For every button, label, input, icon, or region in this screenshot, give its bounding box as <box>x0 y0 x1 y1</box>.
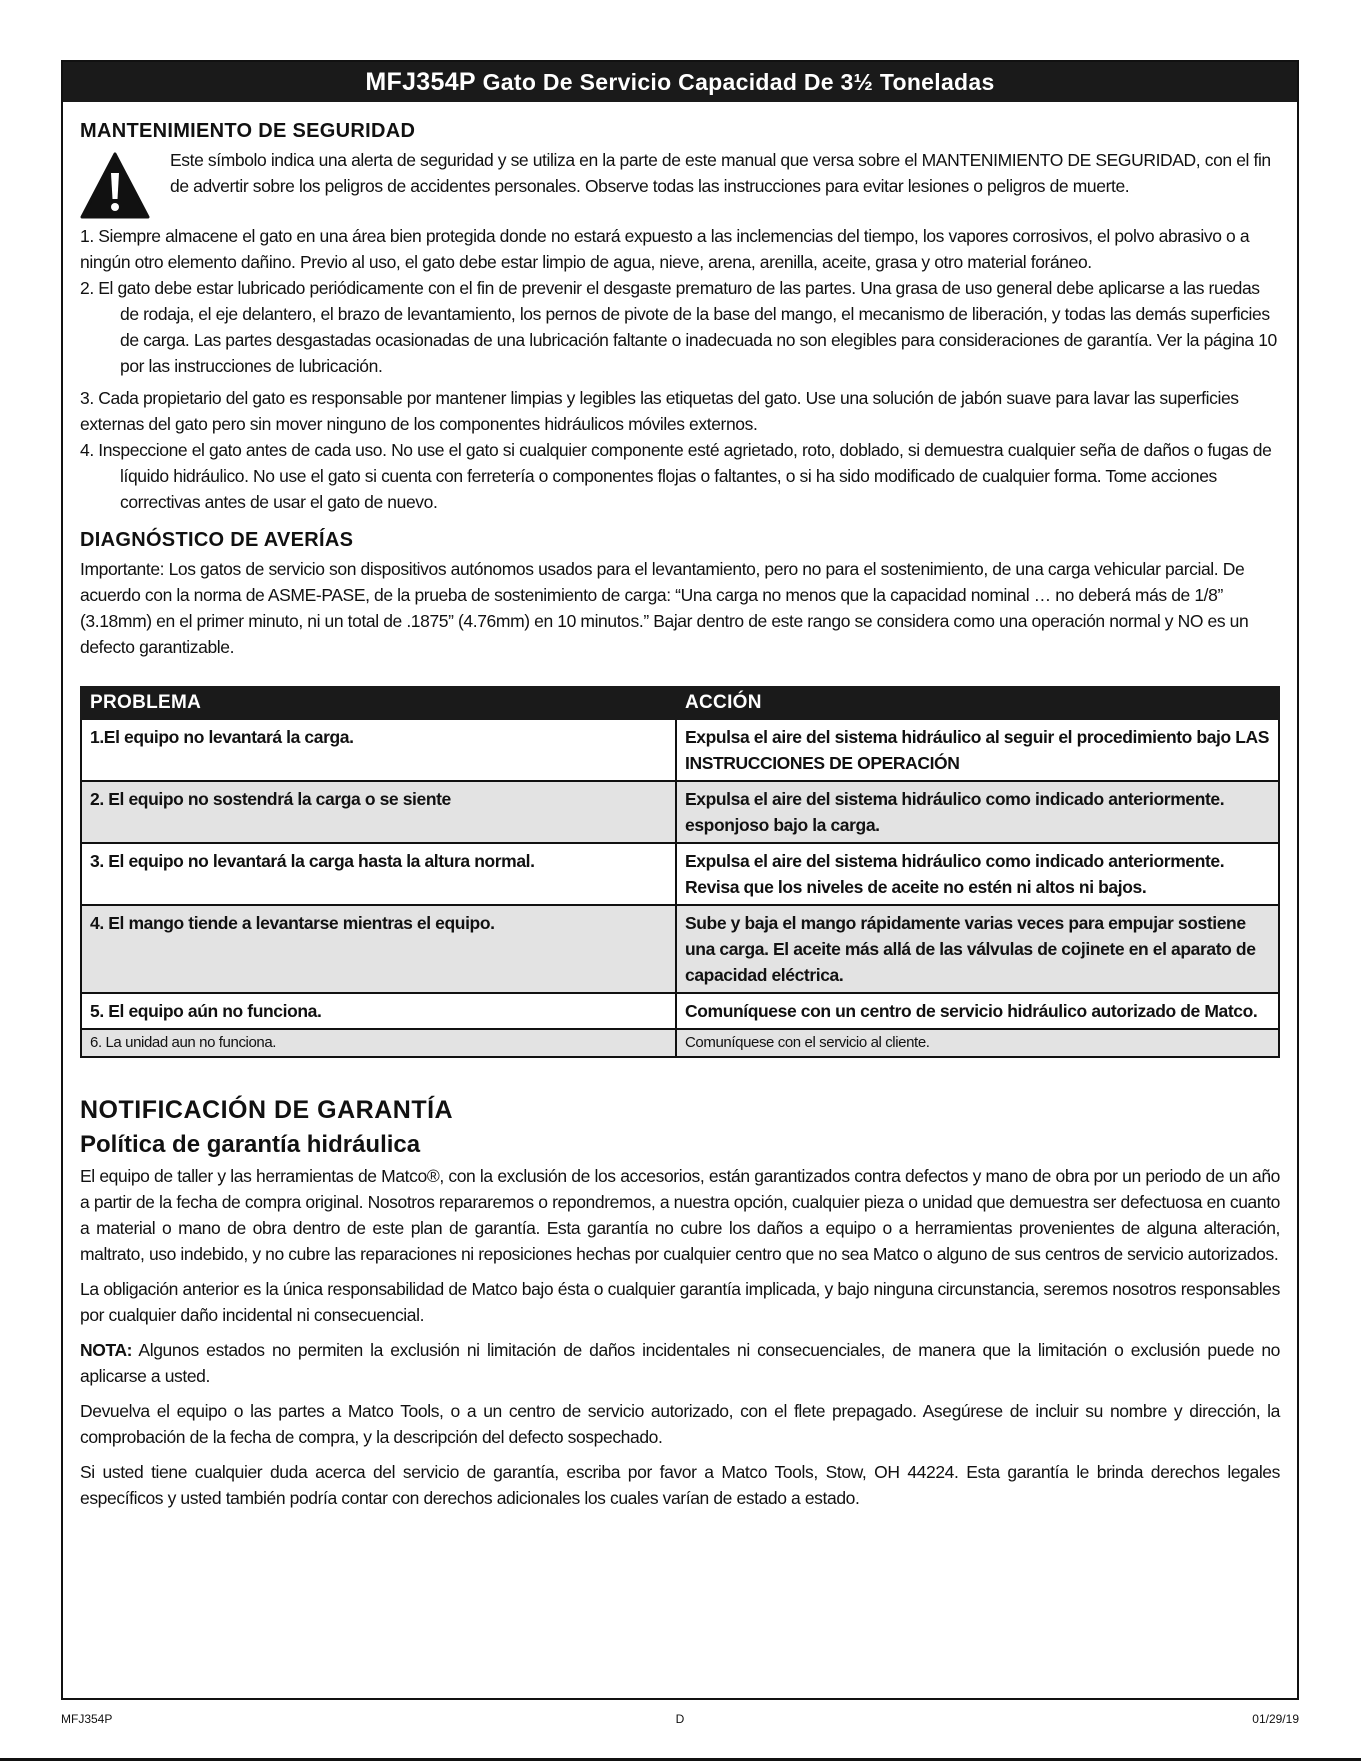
title-bar <box>63 62 1297 102</box>
problem-cell: 1.El equipo no levantará la carga. <box>81 719 676 781</box>
problem-cell: 3. El equipo no levantará la carga hasta la altura normal. <box>81 843 676 905</box>
important-note: Importante: Los gatos de servicio son dispositivos autónomos usados para el levantamiento, pero no para el sostenimiento, de una carga vehicular parcial. De acuerdo con la norma de ASME-PASE, de la prueba de sostenimiento de carga: “Una carga no menos que la capacidad nominal … no deberá más de 1/8” (3.18mm) en el primer minuto, ni un total de .1875” (4.76mm) en 10 minutos.” Bajar dentro de este rango se considera como una operación normal y NO es un defecto garantizable. <box>80 559 1249 657</box>
problem-cell: 5. El equipo aún no funciona. <box>81 993 676 1029</box>
safety-item-2: 2. El gato debe estar lubricado periódicamente con el fin de prevenir el desgaste prematuro de las partes. Una grasa de uso general debe aplicarse a las ruedas de rodaja, el eje delantero, el brazo de levantamiento, los pernos de pivote de la base del mango, el mecanismo de liberación, y todas las demás superficies de carga. Las partes desgastadas ocasionadas de una lubricación faltante o inadecuada no son elegibles para consideraciones de garantía. Ver la página 10 por las instrucciones de lubricación. <box>80 278 1277 376</box>
safety-item-1: 1. Siempre almacene el gato en una área bien protegida donde no estará expuesto a las inclemencias del tiempo, los vapores corrosivos, el polvo abrasivo o a ningún otro elemento dañino. Previo al uso, el gato debe estar limpio de agua, nieve, arena, arenilla, aceite, grasa y otro material foráneo. <box>80 226 1250 272</box>
troubleshooting-table <box>80 686 1280 1058</box>
table-row <box>81 905 1279 993</box>
footer-model: MFJ354P <box>61 1712 113 1726</box>
nota-text: Algunos estados no permiten la exclusión ni limitación de daños incidentales ni consecuenciales, de manera que la limitación o exclusión puede no aplicarse a usted. <box>80 1340 1280 1386</box>
action-cell: Comuníquese con un centro de servicio hidráulico autorizado de Matco. <box>676 993 1279 1029</box>
action-cell: Comuníquese con el servicio al cliente. <box>676 1029 1279 1057</box>
action-cell: Sube y baja el mango rápidamente varias veces para empujar sostiene una carga. El aceite más allá de las válvulas de cojinete en el aparato de capacidad eléctrica. <box>676 905 1279 993</box>
warranty-heading: NOTIFICACIÓN DE GARANTÍA <box>80 1096 454 1124</box>
column-header-action: ACCIÓN <box>676 687 1279 719</box>
warranty-paragraph-3 <box>80 1337 1280 1389</box>
footer-page-label: D <box>675 1712 685 1726</box>
document-page <box>61 60 1299 1700</box>
warning-triangle-icon <box>80 151 150 221</box>
action-cell: Expulsa el aire del sistema hidráulico al seguir el procedimiento bajo LAS INSTRUCCIONES DE OPERACIÓN <box>676 719 1279 781</box>
table-header-row <box>81 687 1279 719</box>
problem-cell: 6. La unidad aun no funciona. <box>81 1029 676 1057</box>
action-cell: Expulsa el aire del sistema hidráulico como indicado anteriormente. Revisa que los niveles de aceite no estén ni altos ni bajos. <box>676 843 1279 905</box>
document-title: Gato De Servicio Capacidad De 3½ Toneladas <box>482 69 995 95</box>
table-row <box>81 843 1279 905</box>
warranty-paragraph-1: El equipo de taller y las herramientas de Matco®, con la exclusión de los accesorios, están garantizados contra defectos y mano de obra por un periodo de un año a partir de la fecha de compra original. Nosotros repararemos o repondremos, a nuestra opción, cualquier pieza o unidad que demuestra ser defectuosa en cuanto a material o mano de obra dentro de este plan de garantía. Esta garantía no cubre los daños a equipo o a herramientas provenientes de alguna alteración, maltrato, uso indebido, y no cubre las reparaciones ni reposiciones hechas por cualquier centro que no sea Matco o alguno de sus centros de servicio autorizados. <box>80 1166 1280 1264</box>
problem-cell: 2. El equipo no sostendrá la carga o se siente <box>81 781 676 843</box>
column-header-problem: PROBLEMA <box>81 687 676 719</box>
table-row <box>81 1029 1279 1057</box>
safety-item-3: 3. Cada propietario del gato es responsable por mantener limpias y legibles las etiquetas del gato. Use una solución de jabón suave para lavar las superficies externas del gato pero sin mover ninguno de los componentes hidráulicos móviles externos. <box>80 388 1239 434</box>
safety-list <box>80 223 1280 515</box>
safety-alert-text: Este símbolo indica una alerta de seguridad y se utiliza en la parte de este manual que versa sobre el MANTENIMIENTO DE SEGURIDAD, con el fin de advertir sobre los peligros de accidentes personales. Observe todas las instrucciones para evitar lesiones o peligros de muerte. <box>170 150 1271 196</box>
table-row <box>81 719 1279 781</box>
model-code: MFJ354P <box>365 68 476 96</box>
warranty-paragraph-2: La obligación anterior es la única responsabilidad de Matco bajo ésta o cualquier garantía implicada, y bajo ninguna circunstancia, seremos nosotros responsables por cualquier daño incidental ni consecuencial. <box>80 1279 1280 1325</box>
table-row <box>81 781 1279 843</box>
safety-heading: MANTENIMIENTO DE SEGURIDAD <box>80 120 416 142</box>
table-row <box>81 993 1279 1029</box>
warranty-subheading: Política de garantía hidráulica <box>80 1131 421 1158</box>
nota-label: NOTA: <box>80 1340 133 1360</box>
problem-cell: 4. El mango tiende a levantarse mientras el equipo. <box>81 905 676 993</box>
content <box>80 120 1280 1520</box>
safety-alert <box>80 147 1280 221</box>
warranty-paragraph-5: Si usted tiene cualquier duda acerca del servicio de garantía, escriba por favor a Matco Tools, Stow, OH 44224. Esta garantía le brinda derechos legales específicos y usted también podría contar con derechos adicionales los cuales varían de estado a estado. <box>80 1462 1280 1508</box>
troubleshooting-heading: DIAGNÓSTICO DE AVERÍAS <box>80 529 354 551</box>
footer-date: 01/29/19 <box>1252 1712 1299 1726</box>
safety-item-4: 4. Inspeccione el gato antes de cada uso. No use el gato si cualquier componente esté agrietado, roto, doblado, si demuestra cualquier seña de daños o fugas de líquido hidráulico. No use el gato si cuenta con ferretería o componentes flojas o faltantes, o si ha sido modificado de cualquier forma. Tome acciones correctivas antes de usar el gato de nuevo. <box>80 440 1272 512</box>
warranty-paragraph-4: Devuelva el equipo o las partes a Matco Tools, o a un centro de servicio autorizado, con el flete prepagado. Asegúrese de incluir su nombre y dirección, la comprobación de la fecha de compra, y la descripción del defecto sospechado. <box>80 1401 1280 1447</box>
action-cell: Expulsa el aire del sistema hidráulico como indicado anteriormente. esponjoso bajo la carga. <box>676 781 1279 843</box>
